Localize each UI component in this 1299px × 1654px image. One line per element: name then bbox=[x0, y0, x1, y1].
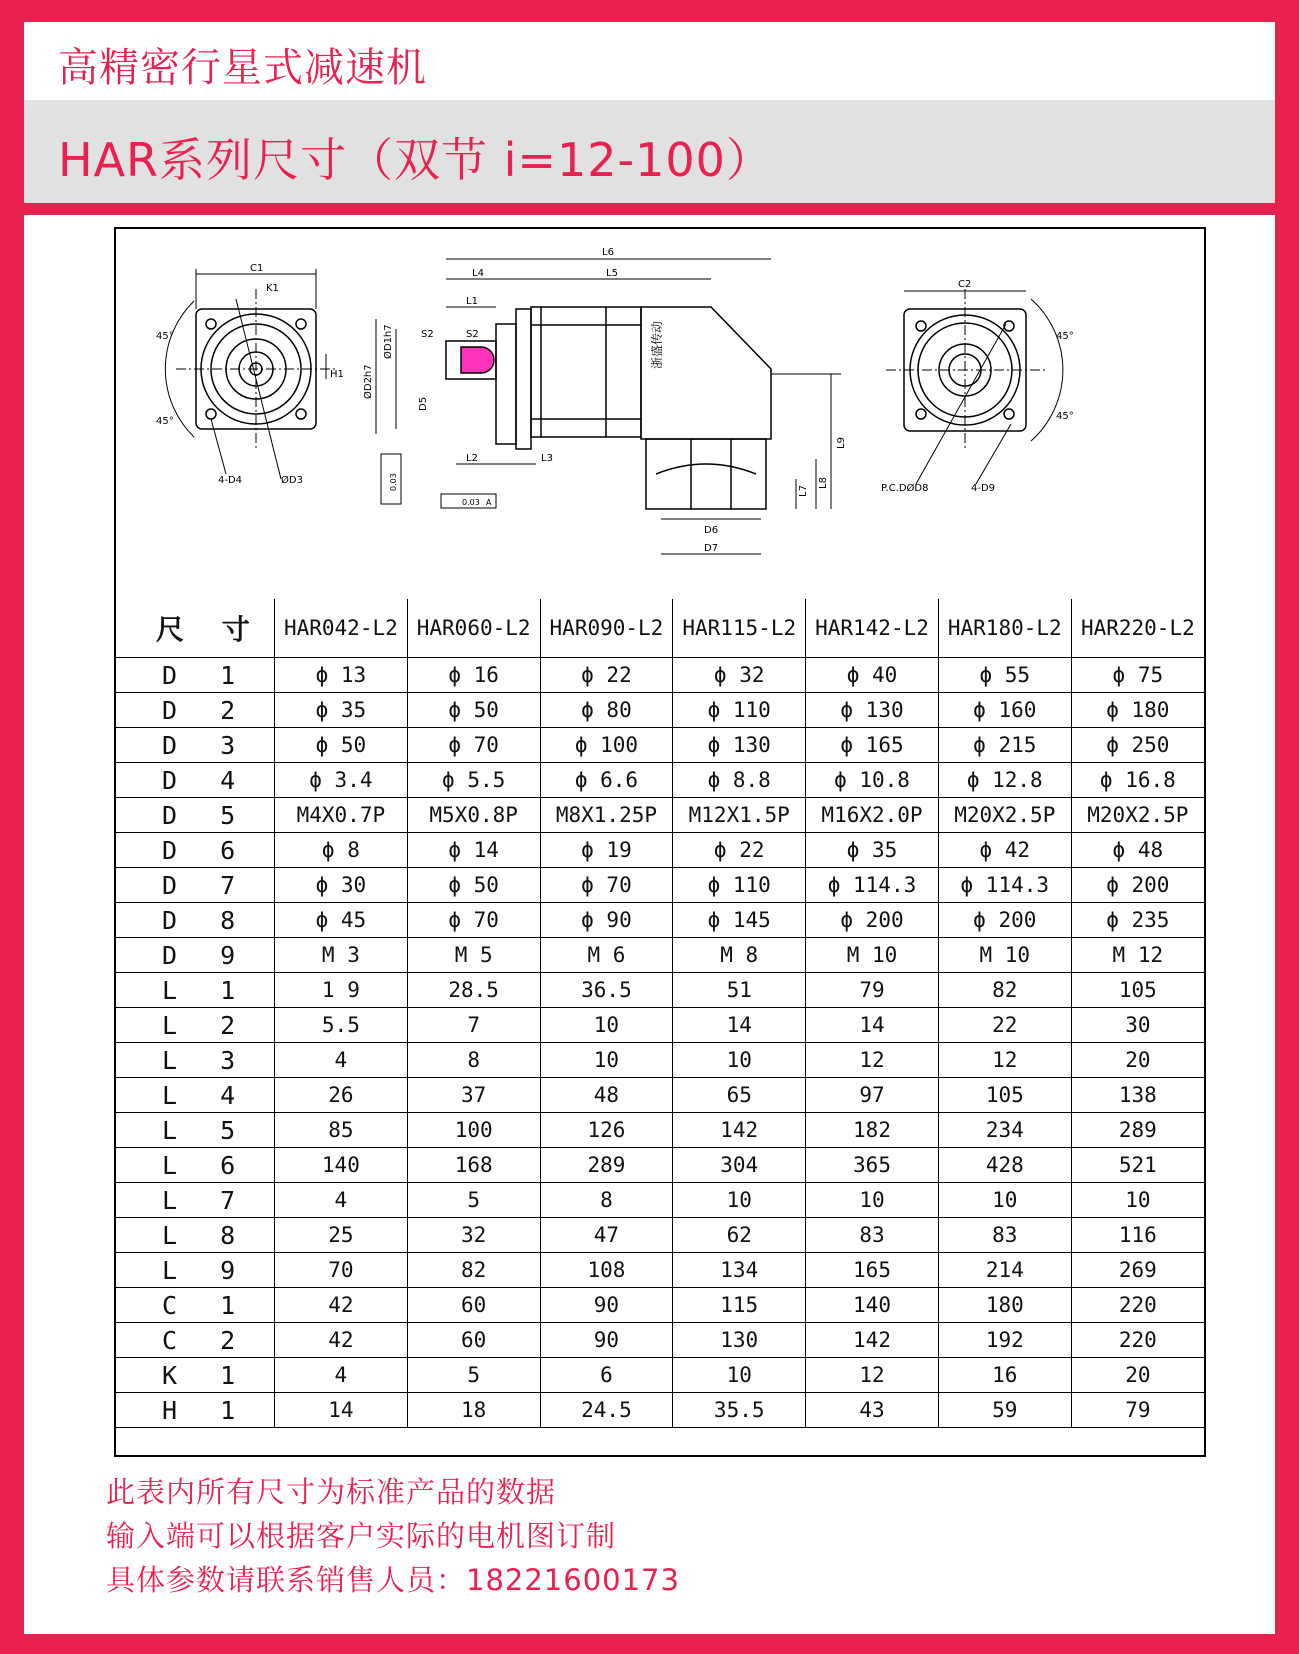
label-l5: L5 bbox=[606, 268, 618, 279]
header-label-cell: 尺 寸 bbox=[116, 599, 274, 658]
table-cell: 8 bbox=[540, 1183, 673, 1218]
table-cell: 12 bbox=[938, 1043, 1071, 1078]
table-row bbox=[116, 938, 1204, 973]
table-cell: ϕ 130 bbox=[673, 728, 806, 763]
table-cell: ϕ 180 bbox=[1071, 693, 1204, 728]
table-cell: M8X1.25P bbox=[540, 798, 673, 833]
table-cell: ϕ 90 bbox=[540, 903, 673, 938]
label-45-right-bottom: 45° bbox=[1056, 411, 1074, 422]
table-row bbox=[116, 1148, 1204, 1183]
note-line: 此表内所有尺寸为标准产品的数据 bbox=[106, 1475, 557, 1509]
table-cell: 42 bbox=[274, 1323, 407, 1358]
table-cell: ϕ 80 bbox=[540, 693, 673, 728]
model-header-cell: HAR142-L2 bbox=[806, 599, 939, 658]
table-cell: 16 bbox=[938, 1358, 1071, 1393]
table-cell: M 3 bbox=[274, 938, 407, 973]
row-label-cell: D 8 bbox=[116, 903, 274, 938]
table-row bbox=[116, 973, 1204, 1008]
table-cell: 220 bbox=[1071, 1288, 1204, 1323]
table-cell: ϕ 40 bbox=[806, 658, 939, 693]
label-d5: D5 bbox=[418, 396, 429, 411]
row-label-cell: H 1 bbox=[116, 1393, 274, 1428]
table-cell: ϕ 14 bbox=[407, 833, 540, 868]
table-cell: 37 bbox=[407, 1078, 540, 1113]
table-cell: M 12 bbox=[1071, 938, 1204, 973]
dimension-table bbox=[116, 599, 1204, 1428]
row-label-cell: D 1 bbox=[116, 658, 274, 693]
table-cell: 234 bbox=[938, 1113, 1071, 1148]
label-s2-b: S2 bbox=[466, 329, 479, 340]
table-cell: ϕ 200 bbox=[806, 903, 939, 938]
table-row bbox=[116, 1078, 1204, 1113]
table-cell: 428 bbox=[938, 1148, 1071, 1183]
table-cell: 5 bbox=[407, 1183, 540, 1218]
label-l2: L2 bbox=[466, 453, 478, 464]
side-view bbox=[376, 259, 841, 554]
label-d1h7: ØD1h7 bbox=[383, 324, 394, 359]
table-cell: 43 bbox=[806, 1393, 939, 1428]
table-cell: 35.5 bbox=[673, 1393, 806, 1428]
table-row bbox=[116, 1253, 1204, 1288]
table-cell: 192 bbox=[938, 1323, 1071, 1358]
table-cell: 51 bbox=[673, 973, 806, 1008]
table-cell: 83 bbox=[938, 1218, 1071, 1253]
row-label-cell: L 1 bbox=[116, 973, 274, 1008]
label-h1: H1 bbox=[330, 369, 344, 380]
table-cell: ϕ 16 bbox=[407, 658, 540, 693]
row-label-cell: L 8 bbox=[116, 1218, 274, 1253]
model-header-cell: HAR042-L2 bbox=[274, 599, 407, 658]
table-cell: 6 bbox=[540, 1358, 673, 1393]
label-k1: K1 bbox=[266, 283, 279, 294]
table-cell: 79 bbox=[806, 973, 939, 1008]
table-cell: ϕ 32 bbox=[673, 658, 806, 693]
table-cell: ϕ 110 bbox=[673, 693, 806, 728]
table-cell: M 8 bbox=[673, 938, 806, 973]
table-cell: 140 bbox=[806, 1288, 939, 1323]
table-cell: M 10 bbox=[938, 938, 1071, 973]
table-cell: ϕ 50 bbox=[274, 728, 407, 763]
label-pcd-d8: P.C.DØD8 bbox=[881, 483, 929, 494]
note-line: 具体参数请联系销售人员：18221600173 bbox=[106, 1563, 680, 1597]
table-row bbox=[116, 658, 1204, 693]
table-cell: 180 bbox=[938, 1288, 1071, 1323]
table-cell: 65 bbox=[673, 1078, 806, 1113]
table-cell: ϕ 6.6 bbox=[540, 763, 673, 798]
table-cell: 8 bbox=[407, 1043, 540, 1078]
label-45-top: 45° bbox=[156, 331, 174, 342]
table-cell: 14 bbox=[673, 1008, 806, 1043]
table-cell: ϕ 70 bbox=[540, 868, 673, 903]
label-d2h7: ØD2h7 bbox=[363, 364, 374, 399]
table-cell: ϕ 16.8 bbox=[1071, 763, 1204, 798]
row-label-cell: D 3 bbox=[116, 728, 274, 763]
row-label-cell: L 5 bbox=[116, 1113, 274, 1148]
title-bar bbox=[24, 22, 1275, 100]
table-cell: ϕ 5.5 bbox=[407, 763, 540, 798]
table-row bbox=[116, 1288, 1204, 1323]
table-cell: 220 bbox=[1071, 1323, 1204, 1358]
table-cell: 105 bbox=[1071, 973, 1204, 1008]
table-cell: ϕ 100 bbox=[540, 728, 673, 763]
row-label-cell: L 3 bbox=[116, 1043, 274, 1078]
table-cell: 134 bbox=[673, 1253, 806, 1288]
table-cell: 70 bbox=[274, 1253, 407, 1288]
table-cell: 115 bbox=[673, 1288, 806, 1323]
table-cell: 20 bbox=[1071, 1043, 1204, 1078]
table-cell: ϕ 75 bbox=[1071, 658, 1204, 693]
table-cell: 521 bbox=[1071, 1148, 1204, 1183]
table-cell: 82 bbox=[938, 973, 1071, 1008]
table-cell: ϕ 250 bbox=[1071, 728, 1204, 763]
table-cell: 10 bbox=[1071, 1183, 1204, 1218]
table-cell: 90 bbox=[540, 1288, 673, 1323]
brand-mark: 浙盛传动 bbox=[650, 320, 664, 369]
table-row bbox=[116, 728, 1204, 763]
subtitle-bar bbox=[24, 100, 1275, 203]
table-cell: ϕ 22 bbox=[673, 833, 806, 868]
table-row bbox=[116, 833, 1204, 868]
page-subtitle: HAR系列尺寸（双节 i=12-100） bbox=[58, 133, 773, 187]
table-cell: 32 bbox=[407, 1218, 540, 1253]
table-cell: 10 bbox=[938, 1183, 1071, 1218]
label-s2-a: S2 bbox=[421, 329, 434, 340]
label-4-d4: 4-D4 bbox=[218, 475, 243, 486]
table-cell: 5 bbox=[407, 1358, 540, 1393]
label-l8: L8 bbox=[818, 477, 829, 489]
label-45-right-top: 45° bbox=[1056, 331, 1074, 342]
table-cell: 26 bbox=[274, 1078, 407, 1113]
table-cell: ϕ 165 bbox=[806, 728, 939, 763]
table-cell: 289 bbox=[1071, 1113, 1204, 1148]
table-cell: 79 bbox=[1071, 1393, 1204, 1428]
table-row bbox=[116, 798, 1204, 833]
table-cell: ϕ 114.3 bbox=[938, 868, 1071, 903]
table-cell: ϕ 8 bbox=[274, 833, 407, 868]
table-cell: 10 bbox=[806, 1183, 939, 1218]
table-cell: ϕ 50 bbox=[407, 868, 540, 903]
label-c1: C1 bbox=[250, 263, 264, 274]
table-cell: 14 bbox=[806, 1008, 939, 1043]
table-cell: 10 bbox=[673, 1358, 806, 1393]
label-d6: D6 bbox=[704, 525, 719, 536]
table-cell: M20X2.5P bbox=[1071, 798, 1204, 833]
table-cell: 14 bbox=[274, 1393, 407, 1428]
table-cell: 4 bbox=[274, 1358, 407, 1393]
table-cell: ϕ 70 bbox=[407, 903, 540, 938]
table-cell: ϕ 22 bbox=[540, 658, 673, 693]
table-cell: ϕ 19 bbox=[540, 833, 673, 868]
label-l7: L7 bbox=[798, 485, 809, 497]
row-label-cell: D 5 bbox=[116, 798, 274, 833]
table-cell: ϕ 12.8 bbox=[938, 763, 1071, 798]
table-row bbox=[116, 903, 1204, 938]
table-cell: ϕ 35 bbox=[274, 693, 407, 728]
table-cell: 126 bbox=[540, 1113, 673, 1148]
table-cell: 28.5 bbox=[407, 973, 540, 1008]
table-cell: M5X0.8P bbox=[407, 798, 540, 833]
table-cell: 83 bbox=[806, 1218, 939, 1253]
table-cell: 60 bbox=[407, 1323, 540, 1358]
table-cell: 36.5 bbox=[540, 973, 673, 1008]
table-cell: 4 bbox=[274, 1043, 407, 1078]
row-label-cell: K 1 bbox=[116, 1358, 274, 1393]
row-label-cell: L 2 bbox=[116, 1008, 274, 1043]
model-header-cell: HAR220-L2 bbox=[1071, 599, 1204, 658]
table-cell: 10 bbox=[673, 1043, 806, 1078]
table-cell: ϕ 215 bbox=[938, 728, 1071, 763]
table-row bbox=[116, 693, 1204, 728]
table-cell: 5.5 bbox=[274, 1008, 407, 1043]
table-row bbox=[116, 1043, 1204, 1078]
table-cell: M20X2.5P bbox=[938, 798, 1071, 833]
table-cell: 22 bbox=[938, 1008, 1071, 1043]
table-cell: ϕ 35 bbox=[806, 833, 939, 868]
table-cell: 7 bbox=[407, 1008, 540, 1043]
table-cell: 90 bbox=[540, 1323, 673, 1358]
table-cell: ϕ 235 bbox=[1071, 903, 1204, 938]
table-cell: 59 bbox=[938, 1393, 1071, 1428]
table-cell: 214 bbox=[938, 1253, 1071, 1288]
table-cell: 10 bbox=[540, 1043, 673, 1078]
table-cell: 10 bbox=[673, 1183, 806, 1218]
table-cell: 60 bbox=[407, 1288, 540, 1323]
table-cell: ϕ 145 bbox=[673, 903, 806, 938]
table-cell: 130 bbox=[673, 1323, 806, 1358]
table-cell: ϕ 200 bbox=[938, 903, 1071, 938]
table-row bbox=[116, 1358, 1204, 1393]
label-45-bottom: 45° bbox=[156, 416, 174, 427]
datum-a: A bbox=[486, 498, 492, 507]
table-cell: ϕ 70 bbox=[407, 728, 540, 763]
table-cell: ϕ 110 bbox=[673, 868, 806, 903]
label-l1: L1 bbox=[466, 296, 478, 307]
table-cell: 62 bbox=[673, 1218, 806, 1253]
model-header-cell: HAR060-L2 bbox=[407, 599, 540, 658]
table-row bbox=[116, 1113, 1204, 1148]
label-l9: L9 bbox=[836, 437, 847, 449]
label-4-d9: 4-D9 bbox=[971, 483, 996, 494]
page bbox=[24, 22, 1275, 1634]
row-label-cell: L 4 bbox=[116, 1078, 274, 1113]
table-cell: ϕ 30 bbox=[274, 868, 407, 903]
table-header-row bbox=[116, 599, 1204, 658]
table-cell: ϕ 50 bbox=[407, 693, 540, 728]
row-label-cell: L 7 bbox=[116, 1183, 274, 1218]
row-label-cell: L 9 bbox=[116, 1253, 274, 1288]
table-cell: 140 bbox=[274, 1148, 407, 1183]
table-cell: M12X1.5P bbox=[673, 798, 806, 833]
table-cell: ϕ 55 bbox=[938, 658, 1071, 693]
table-cell: 165 bbox=[806, 1253, 939, 1288]
model-header-cell: HAR180-L2 bbox=[938, 599, 1071, 658]
row-label-cell: D 9 bbox=[116, 938, 274, 973]
row-label-cell: L 6 bbox=[116, 1148, 274, 1183]
table-cell: 168 bbox=[407, 1148, 540, 1183]
row-label-cell: C 2 bbox=[116, 1323, 274, 1358]
page-title: 高精密行星式减速机 bbox=[58, 45, 427, 91]
table-cell: 20 bbox=[1071, 1358, 1204, 1393]
table-cell: ϕ 200 bbox=[1071, 868, 1204, 903]
tolerance-2: 0.03 bbox=[462, 498, 480, 507]
label-c2: C2 bbox=[958, 279, 972, 290]
label-d7: D7 bbox=[704, 543, 719, 554]
table-cell: 97 bbox=[806, 1078, 939, 1113]
table-row bbox=[116, 1183, 1204, 1218]
table-cell: 82 bbox=[407, 1253, 540, 1288]
input-flange-view bbox=[165, 269, 338, 479]
table-cell: 24.5 bbox=[540, 1393, 673, 1428]
table-row bbox=[116, 1218, 1204, 1253]
table-cell: 108 bbox=[540, 1253, 673, 1288]
table-cell: 142 bbox=[673, 1113, 806, 1148]
table-cell: ϕ 45 bbox=[274, 903, 407, 938]
table-cell: ϕ 114.3 bbox=[806, 868, 939, 903]
label-l3: L3 bbox=[541, 453, 553, 464]
table-cell: 304 bbox=[673, 1148, 806, 1183]
label-l6: L6 bbox=[602, 247, 614, 258]
table-cell: ϕ 10.8 bbox=[806, 763, 939, 798]
row-label-cell: D 4 bbox=[116, 763, 274, 798]
table-cell: 18 bbox=[407, 1393, 540, 1428]
table-cell: 269 bbox=[1071, 1253, 1204, 1288]
table-cell: M16X2.0P bbox=[806, 798, 939, 833]
row-label-cell: C 1 bbox=[116, 1288, 274, 1323]
table-row bbox=[116, 1323, 1204, 1358]
notes bbox=[106, 1470, 680, 1602]
table-cell: 4 bbox=[274, 1183, 407, 1218]
label-l4: L4 bbox=[472, 268, 484, 279]
table-cell: 30 bbox=[1071, 1008, 1204, 1043]
table-row bbox=[116, 868, 1204, 903]
table-cell: M 10 bbox=[806, 938, 939, 973]
table-cell: ϕ 160 bbox=[938, 693, 1071, 728]
model-header-cell: HAR115-L2 bbox=[673, 599, 806, 658]
table-cell: ϕ 42 bbox=[938, 833, 1071, 868]
table-row bbox=[116, 1008, 1204, 1043]
table-cell: 138 bbox=[1071, 1078, 1204, 1113]
tolerance-1: 0.03 bbox=[389, 473, 398, 491]
table-row bbox=[116, 1393, 1204, 1428]
table-cell: 289 bbox=[540, 1148, 673, 1183]
table-cell: 85 bbox=[274, 1113, 407, 1148]
label-d3: ØD3 bbox=[281, 475, 303, 486]
table-cell: 182 bbox=[806, 1113, 939, 1148]
table-cell: ϕ 48 bbox=[1071, 833, 1204, 868]
table-cell: 1 9 bbox=[274, 973, 407, 1008]
table-cell: 116 bbox=[1071, 1218, 1204, 1253]
table-cell: 48 bbox=[540, 1078, 673, 1113]
table-cell: ϕ 13 bbox=[274, 658, 407, 693]
divider bbox=[24, 203, 1275, 215]
table-row bbox=[116, 763, 1204, 798]
table-cell: 47 bbox=[540, 1218, 673, 1253]
table-cell: 142 bbox=[806, 1323, 939, 1358]
row-label-cell: D 6 bbox=[116, 833, 274, 868]
model-header-cell: HAR090-L2 bbox=[540, 599, 673, 658]
table-cell: 100 bbox=[407, 1113, 540, 1148]
table-cell: 365 bbox=[806, 1148, 939, 1183]
row-label-cell: D 2 bbox=[116, 693, 274, 728]
technical-drawing bbox=[116, 229, 1204, 599]
table-cell: 10 bbox=[540, 1008, 673, 1043]
table-cell: M 5 bbox=[407, 938, 540, 973]
table-cell: 12 bbox=[806, 1358, 939, 1393]
row-label-cell: D 7 bbox=[116, 868, 274, 903]
table-cell: 25 bbox=[274, 1218, 407, 1253]
table-cell: 12 bbox=[806, 1043, 939, 1078]
table-cell: ϕ 3.4 bbox=[274, 763, 407, 798]
table-cell: 42 bbox=[274, 1288, 407, 1323]
table-cell: 105 bbox=[938, 1078, 1071, 1113]
output-flange-view bbox=[886, 289, 1063, 484]
table-cell: ϕ 130 bbox=[806, 693, 939, 728]
table-cell: M4X0.7P bbox=[274, 798, 407, 833]
table-cell: M 6 bbox=[540, 938, 673, 973]
note-line: 输入端可以根据客户实际的电机图订制 bbox=[106, 1519, 617, 1553]
table-cell: ϕ 8.8 bbox=[673, 763, 806, 798]
dimension-sheet bbox=[114, 227, 1206, 1457]
